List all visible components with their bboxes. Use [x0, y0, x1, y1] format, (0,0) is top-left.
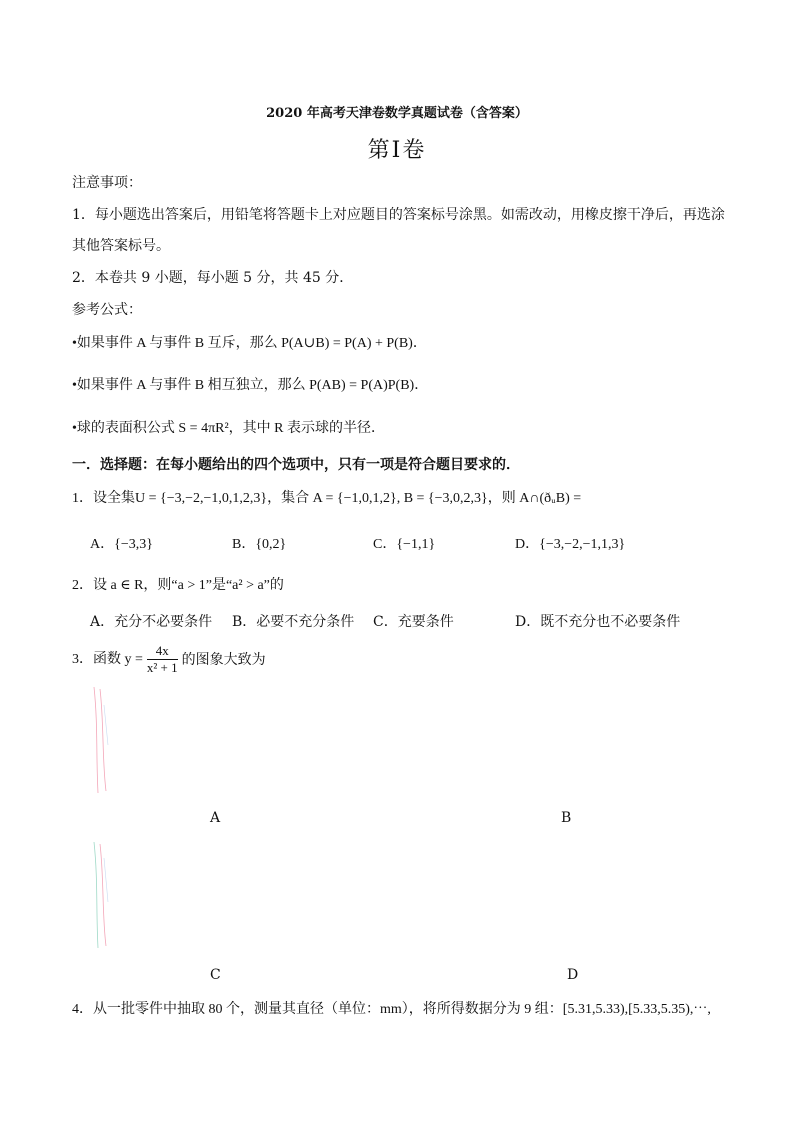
graph-c-faint-curve: [88, 840, 118, 950]
question-1-stem: 1．设全集U = {−3,−2,−1,0,1,2,3}，集合 A = {−1,0,1,2}, B = {−3,0,2,3}，则 A∩(ðᵤB) =: [72, 491, 582, 506]
question-3-fraction: [147, 643, 178, 676]
graph-label-d: D: [567, 967, 579, 983]
formulas-heading: 参考公式：: [72, 302, 142, 318]
graph-label-a: A: [210, 810, 221, 826]
question-3-denominator: x² + 1: [146, 660, 178, 675]
question-3-suffix: 的图象大致为: [181, 651, 266, 668]
section-1-heading: 一．选择题：在每小题给出的四个选项中，只有一项是符合题目要求的．: [72, 457, 520, 473]
formula-mutually-exclusive: •如果事件 A 与事件 B 互斥，那么 P(A∪B) = P(A) + P(B)．: [72, 336, 427, 351]
question-1-option-b: B．{0,2}: [232, 537, 287, 552]
notes-heading: 注意事项：: [72, 175, 142, 191]
question-1-option-a: A．{−3,3}: [90, 537, 153, 552]
question-1-option-c: C．{−1,1}: [373, 537, 436, 552]
question-3-stem: [72, 643, 266, 676]
question-1-option-d: D．{−3,−2,−1,1,3}: [515, 537, 626, 552]
graph-a-faint-curve: [88, 685, 118, 795]
note-item-1-line-1: 1．每小题选出答案后，用铅笔将答题卡上对应题目的答案标号涂黑。如需改动，用橡皮擦干净后，再选涂: [72, 207, 725, 223]
question-3-numerator: 4x: [147, 643, 178, 660]
note-item-2: 2．本卷共 9 小题，每小题 5 分，共 45 分．: [72, 270, 354, 286]
formula-sphere-area: •球的表面积公式 S = 4πR²，其中 R 表示球的半径．: [72, 421, 386, 436]
question-4-stem: 4．从一批零件中抽取 80 个，测量其直径（单位：mm），将所得数据分为 9 组：[5.31,5.33),[5.33,5.35),⋯,: [72, 1002, 711, 1017]
question-2-option-b: B．必要不充分条件: [232, 614, 355, 630]
question-2-stem: 2．设 a ∈ R，则“a > 1”是“a² > a”的: [72, 578, 284, 593]
graph-label-b: B: [561, 810, 572, 826]
volume-heading: 第Ⅰ卷: [367, 138, 427, 163]
note-item-1-line-2: 其他答案标号。: [72, 238, 170, 254]
question-2-option-a: A．充分不必要条件: [90, 614, 213, 630]
formula-independent: •如果事件 A 与事件 B 相互独立，那么 P(AB) = P(A)P(B)．: [72, 378, 429, 393]
graph-label-c: C: [210, 967, 221, 983]
exam-title: 2020 年高考天津卷数学真题试卷（含答案）: [266, 106, 528, 121]
question-2-option-c: C．充要条件: [373, 614, 454, 630]
question-3-prefix: 3．函数 y =: [72, 651, 143, 667]
question-2-option-d: D．既不充分也不必要条件: [515, 614, 681, 630]
